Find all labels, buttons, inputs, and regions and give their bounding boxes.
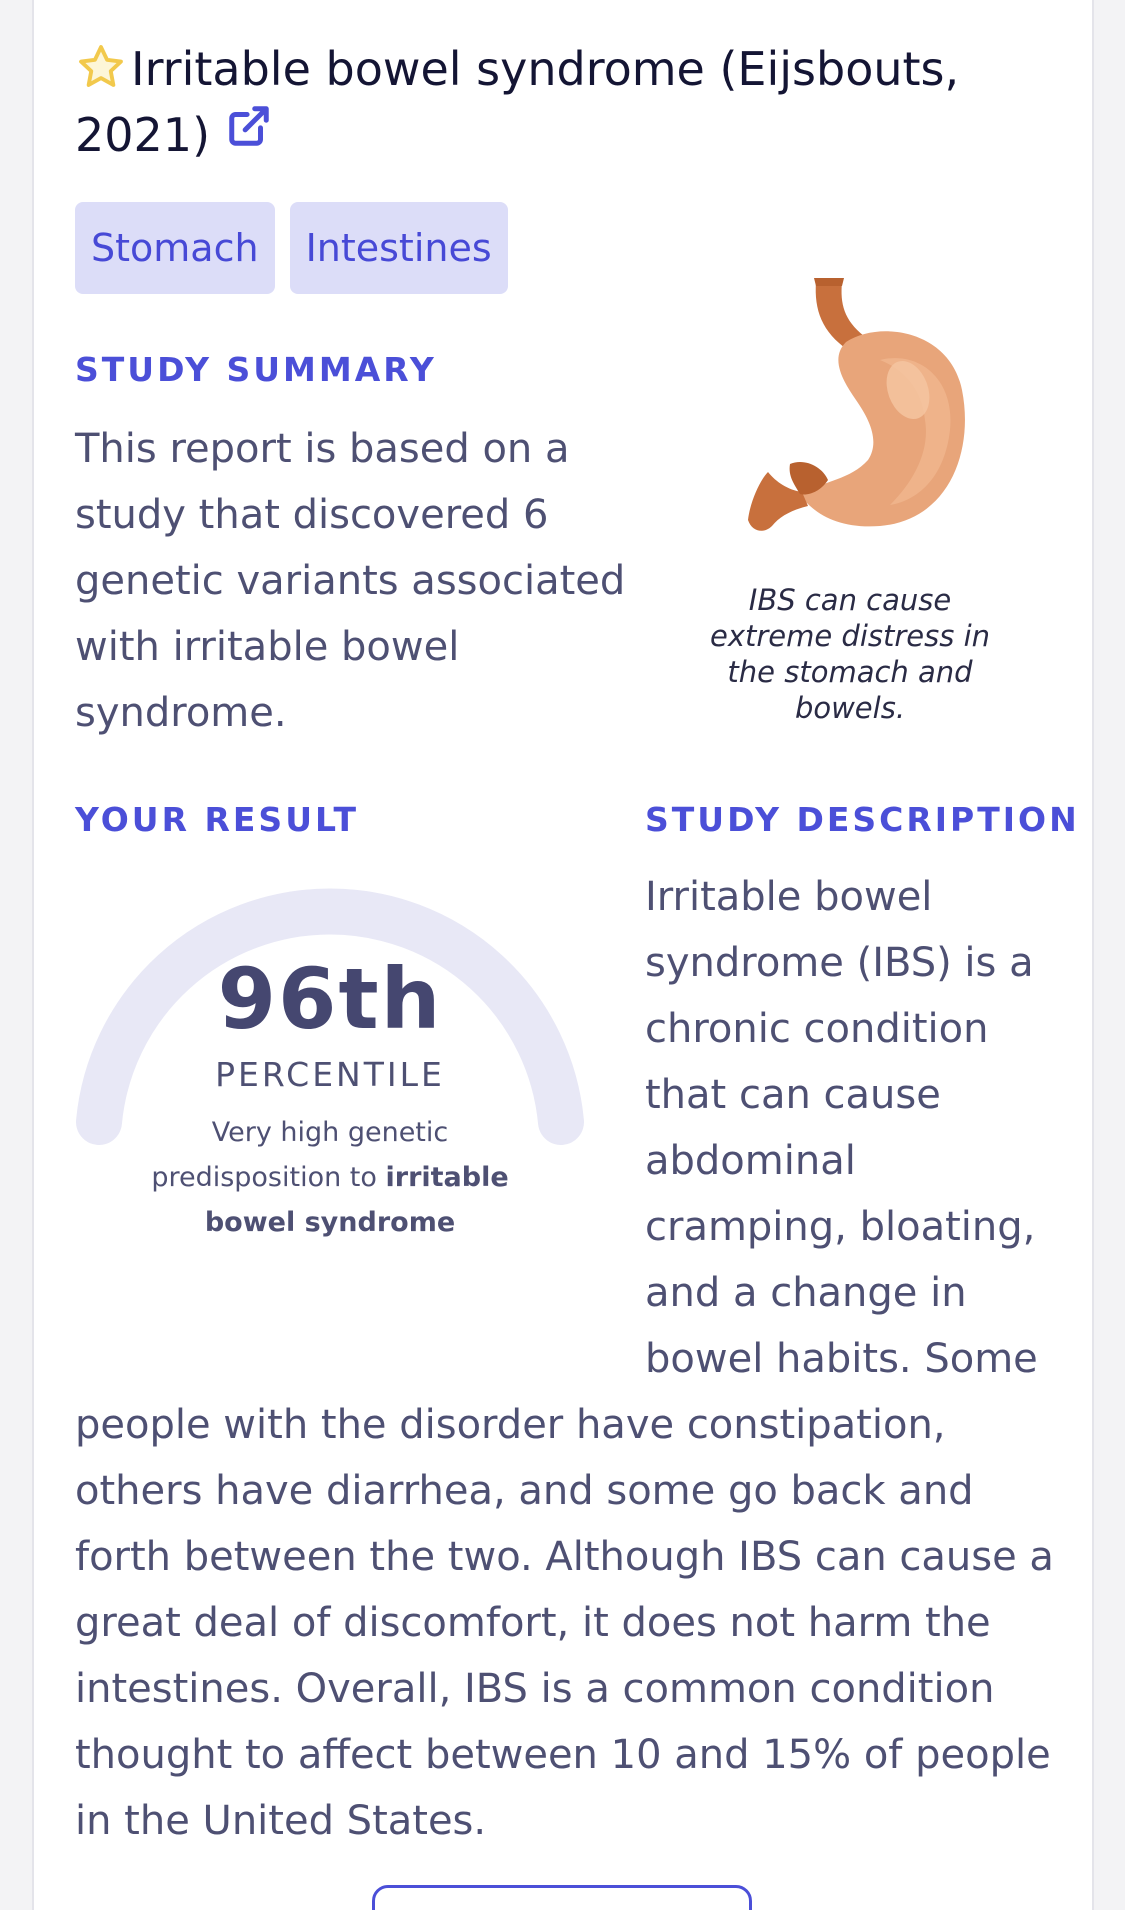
tag-intestines[interactable]: Intestines <box>290 202 508 294</box>
tag-stomach[interactable]: Stomach <box>75 202 275 294</box>
illustration-caption: IBS can cause extreme distress in the stomach and bowels. <box>709 583 991 725</box>
study-description-label: STUDY DESCRIPTION <box>645 800 1080 839</box>
study-summary-label: STUDY SUMMARY <box>75 350 437 389</box>
external-link-icon[interactable] <box>226 103 272 149</box>
percentile-label: PERCENTILE <box>215 1055 445 1094</box>
study-title: Irritable bowel syndrome (Eijsbouts, 2021) <box>75 42 960 162</box>
study-title-row <box>75 36 975 168</box>
tag-list <box>75 202 508 294</box>
stomach-icon <box>730 270 990 540</box>
star-outline-icon[interactable] <box>75 41 127 93</box>
study-summary-text: This report is based on a study that discovered 6 genetic variants associated with irritable bowel syndrome. <box>75 426 626 736</box>
study-description-block <box>75 864 1065 1854</box>
result-description-prefix: Very high genetic predisposition to <box>151 1117 449 1193</box>
your-result-label: YOUR RESULT <box>75 800 360 839</box>
percentile-value: 96th <box>217 950 443 1048</box>
result-condition-name: irritable bowel syndrome <box>204 1162 509 1238</box>
view-more-button[interactable] <box>372 1885 752 1910</box>
stomach-illustration <box>730 270 990 540</box>
study-description-text: Irritable bowel syndrome (IBS) is a chronic condition that can cause abdominal cramping, bloating, and a change in bowel habits. Some people with the disorder have constipation, others have diarrhea, and some go back and forth between the two. Although IBS can cause a great deal of discomfort, it does not harm the intestines. Overall, IBS is a common condition thought to affect between 10 and 15% of people in the United States. <box>75 874 1054 1844</box>
